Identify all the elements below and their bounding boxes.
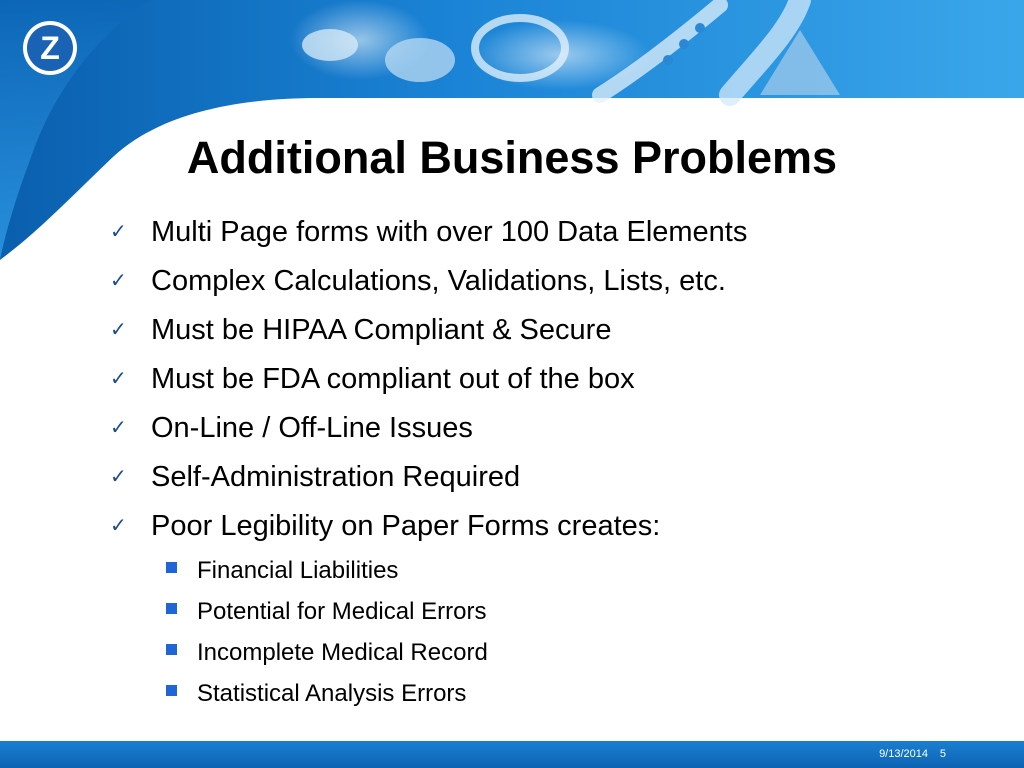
bullet-text: Poor Legibility on Paper Forms creates:: [151, 510, 661, 542]
check-icon: ✓: [110, 368, 127, 390]
page-number: 5: [939, 748, 946, 760]
sub-bullet-text: Financial Liabilities: [197, 557, 399, 584]
sub-bullet-item: [160, 591, 860, 632]
bullet-text: Multi Page forms with over 100 Data Elements: [151, 216, 748, 248]
check-icon: ✓: [110, 270, 127, 292]
zimmer-logo-icon: [20, 18, 80, 78]
bullet-item: [110, 355, 970, 404]
bullet-text: Must be HIPAA Compliant & Secure: [151, 314, 612, 346]
square-bullet-icon: [166, 603, 177, 614]
bullet-item: [110, 208, 970, 257]
bullet-text: Must be FDA compliant out of the box: [151, 363, 635, 395]
bullet-item: [110, 453, 970, 502]
bullet-item: [110, 502, 970, 551]
sub-bullet-list: [160, 550, 860, 714]
bullet-text: Self-Administration Required: [151, 461, 521, 493]
sub-bullet-text: Incomplete Medical Record: [197, 639, 488, 666]
bullet-text: Complex Calculations, Validations, Lists, etc.: [151, 265, 726, 297]
check-icon: ✓: [110, 417, 127, 439]
check-icon: ✓: [110, 466, 127, 488]
sub-bullet-item: [160, 673, 860, 714]
sub-bullet-text: Statistical Analysis Errors: [197, 680, 467, 707]
sub-bullet-text: Potential for Medical Errors: [197, 598, 487, 625]
check-icon: ✓: [110, 515, 127, 537]
sub-bullet-item: [160, 632, 860, 673]
square-bullet-icon: [166, 685, 177, 696]
footer-bar: [0, 741, 1024, 768]
bullet-item: [110, 306, 970, 355]
bullet-item: [110, 257, 970, 306]
square-bullet-icon: [166, 562, 177, 573]
bullet-item: [110, 404, 970, 453]
square-bullet-icon: [166, 644, 177, 655]
check-icon: ✓: [110, 319, 127, 341]
check-icon: ✓: [110, 221, 127, 243]
bullet-list: [110, 208, 970, 551]
sub-bullet-item: [160, 550, 860, 591]
slide-title: Additional Business Problems: [186, 132, 838, 183]
bullet-text: On-Line / Off-Line Issues: [151, 412, 473, 444]
footer-date: 9/13/2014: [879, 748, 928, 760]
logo-letter: Z: [40, 30, 60, 66]
